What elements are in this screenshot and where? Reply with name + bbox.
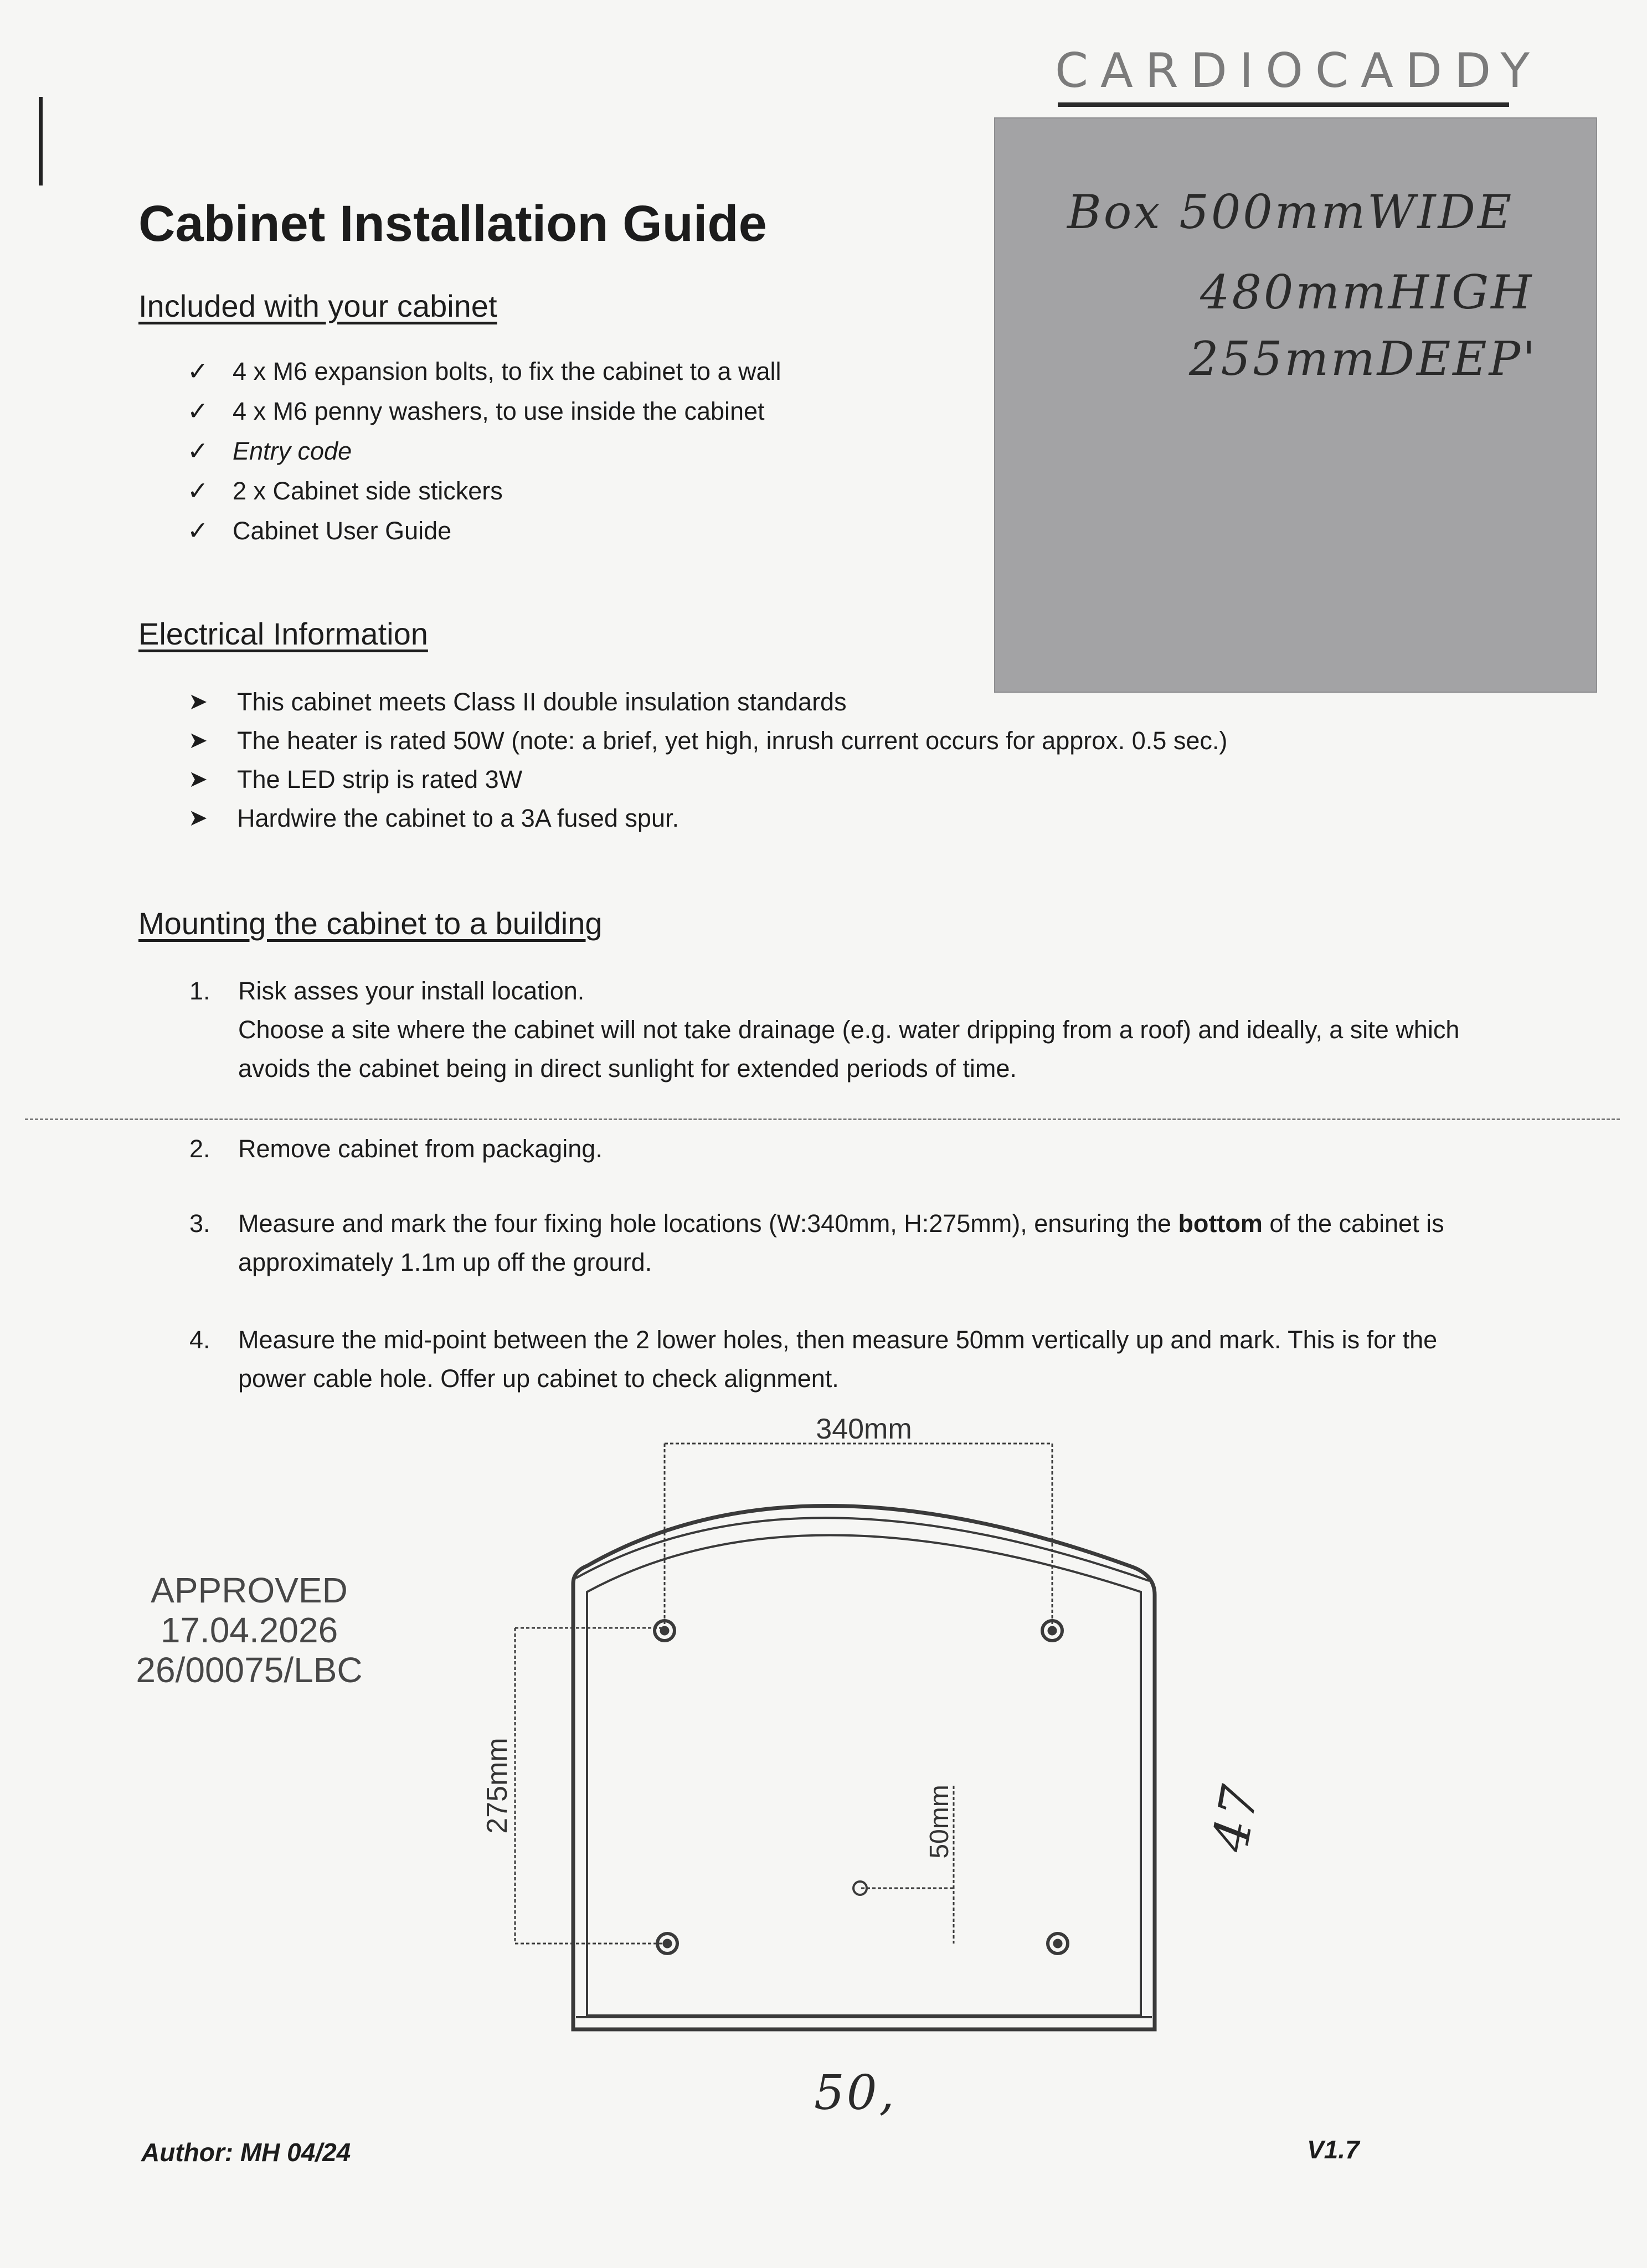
step-text: of the cabinet is approximately 1.1m up off the grourd. <box>238 1209 1444 1276</box>
step-number: 1. <box>189 977 210 1005</box>
electrical-item: ➤ This cabinet meets Class II double insulation standards <box>188 688 847 716</box>
height-dimension-label: 275mm <box>481 1738 513 1834</box>
stamp-status: APPROVED <box>151 1570 348 1610</box>
step-text: Measure the mid-point between the 2 lower holes, then measure 50mm vertically up and mark. This is for the power cable hole. Offer up cabinet to check alignment. <box>238 1326 1438 1393</box>
mounting-heading: Mounting the cabinet to a building <box>138 906 603 941</box>
arrow-bullet-icon: ➤ <box>188 727 208 753</box>
stamp-reference: 26/00075/LBC <box>136 1650 363 1690</box>
included-item: ✓ 2 x Cabinet side stickers <box>187 476 503 505</box>
offset-dimension-label: 50mm <box>925 1785 954 1859</box>
included-item: ✓ Cabinet User Guide <box>187 516 452 545</box>
step-text: Remove cabinet from packaging. <box>238 1135 603 1163</box>
included-item: ✓ 4 x M6 penny washers, to use inside the cabinet <box>187 396 765 425</box>
included-item: ✓ Entry code <box>187 436 352 465</box>
step-number: 2. <box>189 1135 210 1163</box>
step-number: 4. <box>189 1326 210 1354</box>
step-detail: Choose a site where the cabinet will not take drainage (e.g. water dripping from a roof) and ideally, a site which avoids the cabinet being in direct sunlight for extended periods of time. <box>238 1016 1460 1083</box>
step-number: 3. <box>189 1209 210 1238</box>
arrow-bullet-icon: ➤ <box>188 688 208 714</box>
power-cable-hole <box>853 1882 867 1895</box>
approval-stamp <box>122 1570 377 1690</box>
page-title: Cabinet Installation Guide <box>138 195 767 252</box>
included-item: ✓ 4 x M6 expansion bolts, to fix the cabinet to a wall <box>187 357 781 385</box>
check-icon: ✓ <box>187 396 209 425</box>
arrow-bullet-icon: ➤ <box>188 805 208 831</box>
sticky-note-line-1: Box 500mmWIDE <box>1067 185 1514 239</box>
electrical-item: ➤ The LED strip is rated 3W <box>188 765 523 793</box>
check-icon: ✓ <box>187 436 209 465</box>
included-heading: Included with your cabinet <box>138 288 497 323</box>
electrical-item: ➤ Hardwire the cabinet to a 3A fused spur. <box>188 804 679 832</box>
sticky-note-line-3: 255mmDEEP' <box>1189 332 1538 386</box>
top-arc <box>576 1518 1149 1581</box>
stamp-date: 17.04.2026 <box>160 1610 338 1650</box>
handwritten-side-number: 47 <box>1201 1779 1270 1856</box>
electrical-item: ➤ The heater is rated 50W (note: a brief, yet high, inrush current occurs for approx. 0.5 sec.) <box>188 726 1228 755</box>
arrow-bullet-icon: ➤ <box>188 766 208 792</box>
width-dimension-label: 340mm <box>816 1413 912 1445</box>
version-footer: V1.7 <box>1307 2135 1360 2164</box>
handwritten-bottom-number: 50, <box>814 2065 897 2121</box>
electrical-heading: Electrical Information <box>138 616 428 651</box>
check-icon: ✓ <box>187 476 209 505</box>
author-footer: Author: MH 04/24 <box>141 2138 351 2167</box>
check-icon: ✓ <box>187 357 209 385</box>
step-text: Risk asses your install location. <box>238 977 585 1005</box>
check-icon: ✓ <box>187 516 209 545</box>
sticky-note-line-2: 480mmHIGH <box>1200 265 1534 319</box>
step-text-bold: bottom <box>1178 1209 1263 1238</box>
step-text: Measure and mark the four fixing hole locations (W:340mm, H:275mm), ensuring the <box>238 1209 1178 1238</box>
brand-logo: CARDIOCADDY <box>1055 43 1542 99</box>
